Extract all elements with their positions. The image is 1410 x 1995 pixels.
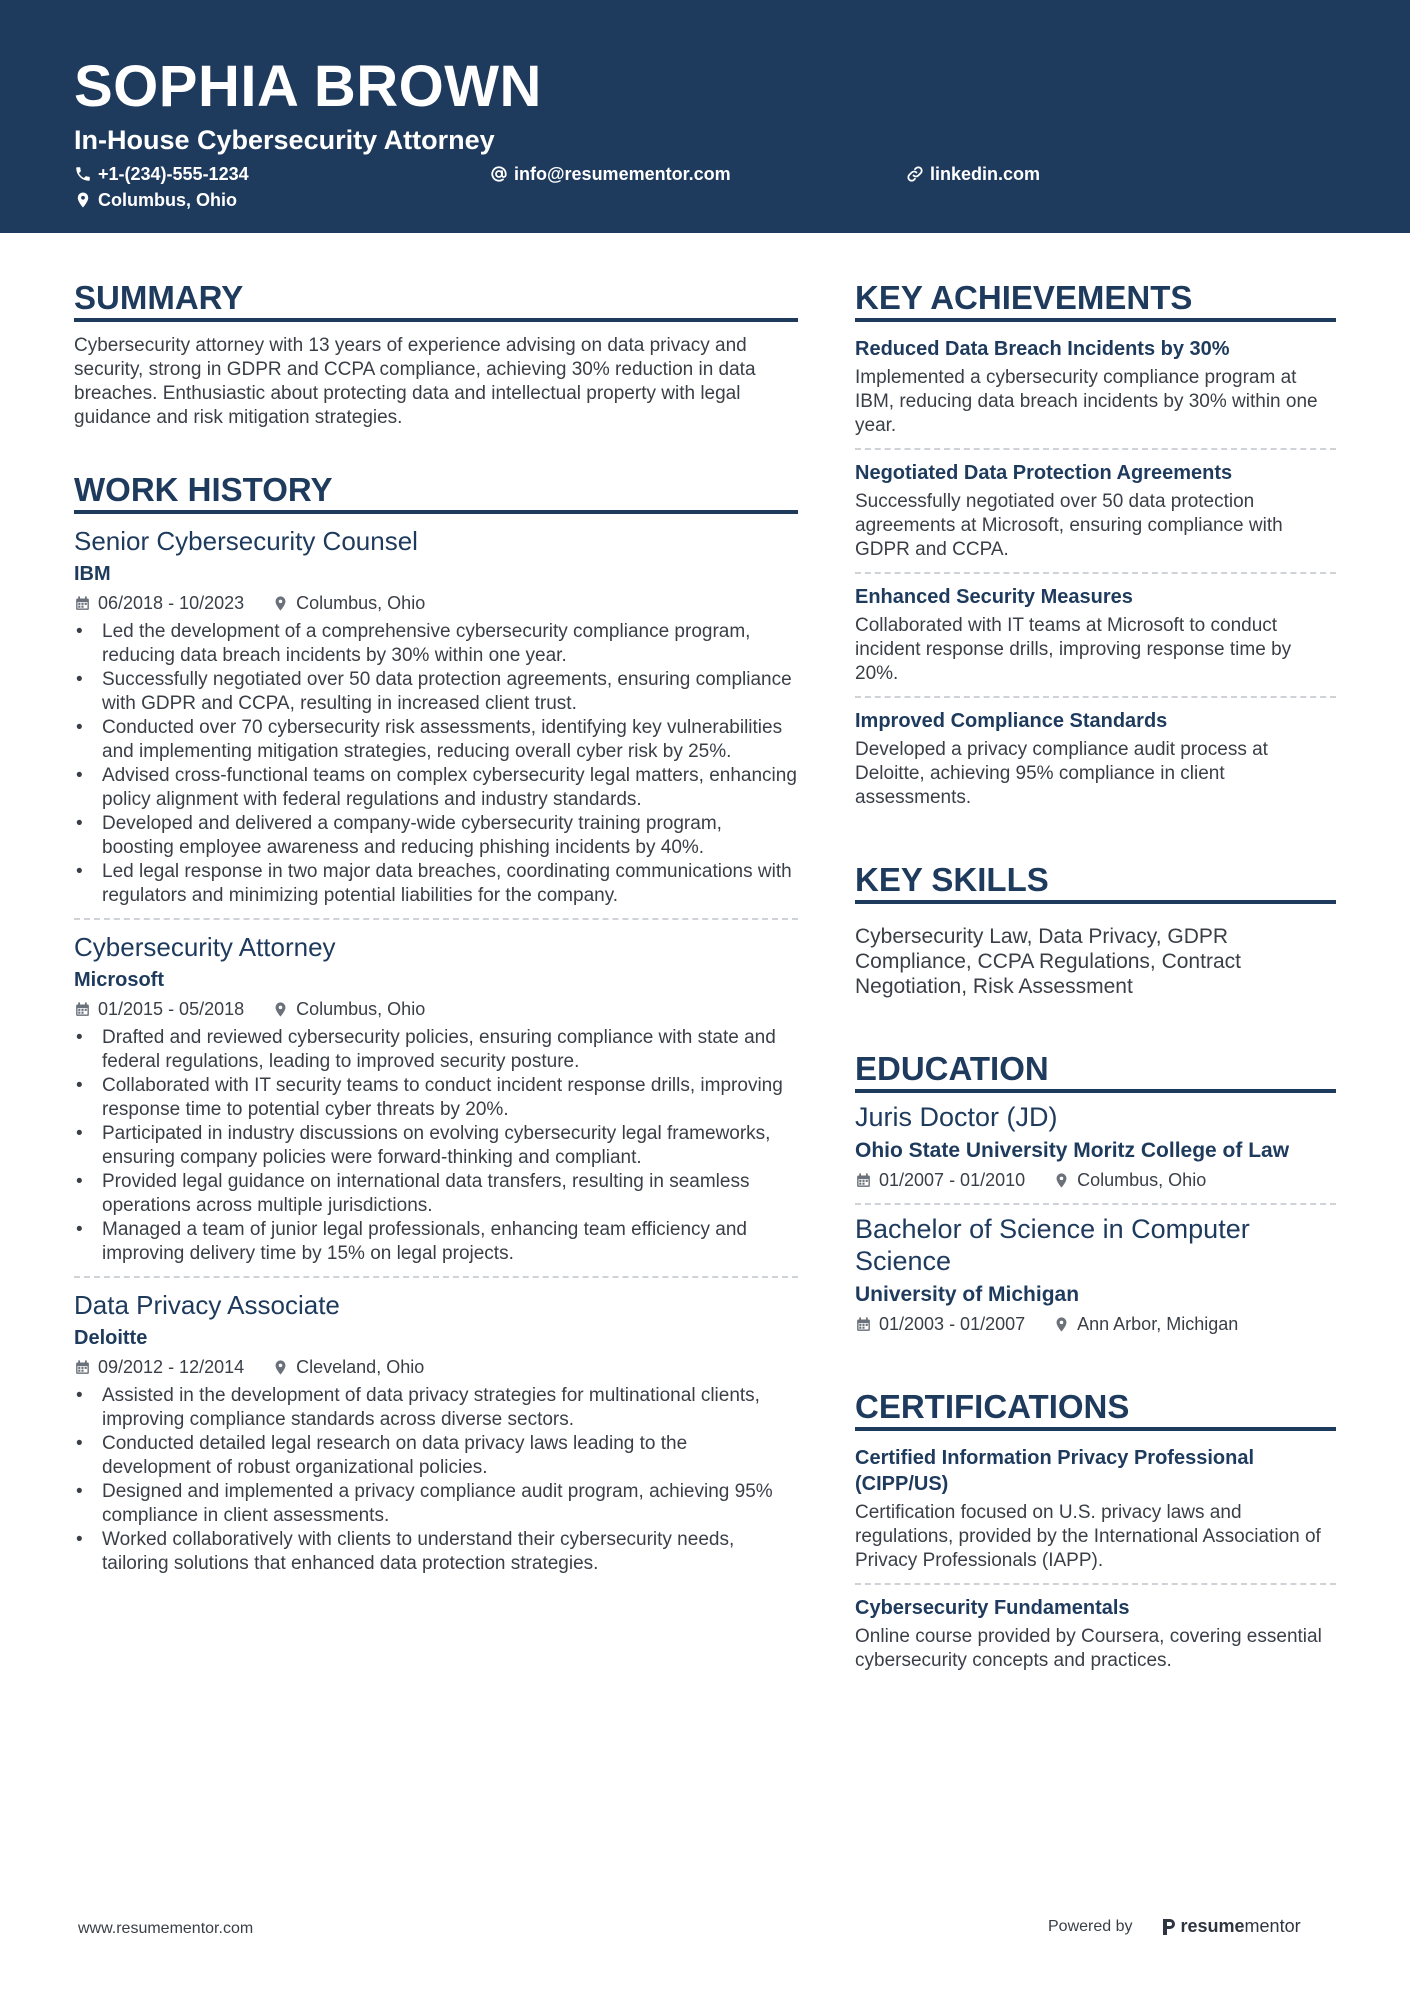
achievements-heading: KEY ACHIEVEMENTS — [855, 278, 1336, 322]
job-company: IBM — [74, 563, 111, 585]
work-history-heading: WORK HISTORY — [74, 470, 798, 514]
logo-text-mentor: mentor — [1244, 1916, 1301, 1936]
job-title: Cybersecurity Attorney — [74, 932, 336, 962]
job-bullet: • Developed and delivered a company-wide cybersecurity training program, boosting employee awareness and reducing phishing incidents by 40%. — [74, 812, 798, 860]
education-item — [855, 1093, 1336, 1205]
job-bullet: • Designed and implemented a privacy compliance audit program, achieving 95% compliance in client assessments. — [74, 1480, 798, 1528]
calendar-icon — [855, 1316, 872, 1333]
achievement-item — [855, 698, 1336, 820]
job-bullet: • Participated in industry discussions on evolving cybersecurity legal frameworks, ensuring company policies were forward-thinking and compliant. — [74, 1122, 798, 1170]
education-location: Columbus, Ohio — [1077, 1170, 1207, 1190]
skills-text: Cybersecurity Law, Data Privacy, GDPR Compliance, CCPA Regulations, Contract Negotiation, Risk Assessment — [855, 925, 1241, 998]
job-location: Columbus, Ohio — [296, 999, 426, 1019]
job-entry — [74, 920, 798, 1278]
at-icon — [490, 165, 508, 183]
achievement-item — [855, 574, 1336, 698]
education-item — [855, 1205, 1336, 1347]
achievement-title: Enhanced Security Measures — [855, 586, 1133, 608]
job-entry — [74, 514, 798, 920]
certification-desc: Certification focused on U.S. privacy laws and regulations, provided by the International Association of Privacy Professionals (IAPP). — [855, 1502, 1321, 1571]
location-pin-icon — [272, 595, 289, 612]
education-meta — [855, 1167, 1336, 1193]
summary-text: Cybersecurity attorney with 13 years of experience advising on data privacy and security, strong in GDPR and CCPA compliance, achieving 30% reduction in data breaches. Enthusiastic about protecting data and intellectual property with legal guidance and risk mitigation strategies. — [74, 335, 756, 428]
job-dates: 09/2012 - 12/2014 — [98, 1357, 245, 1377]
education-degree: Juris Doctor (JD) — [855, 1102, 1058, 1132]
linkedin-text: linkedin.com — [930, 164, 1041, 184]
job-bullet: • Successfully negotiated over 50 data protection agreements, ensuring compliance with GDPR and CCPA, resulting in increased client trust. — [74, 668, 798, 716]
logo-text-resume: resume — [1180, 1916, 1245, 1936]
calendar-icon — [74, 1001, 91, 1018]
achievement-desc: Collaborated with IT teams at Microsoft to conduct incident response drills, improving response time by 20%. — [855, 615, 1292, 684]
email-text: info@resumementor.com — [514, 164, 731, 184]
contact-location — [74, 191, 237, 209]
certifications-heading: CERTIFICATIONS — [855, 1387, 1336, 1431]
achievement-title: Negotiated Data Protection Agreements — [855, 462, 1233, 484]
achievement-title: Reduced Data Breach Incidents by 30% — [855, 338, 1230, 360]
location-pin-icon — [1053, 1172, 1070, 1189]
skills-section — [855, 860, 1336, 999]
phone-icon — [74, 165, 92, 183]
job-bullet: • Collaborated with IT security teams to conduct incident response drills, improving response time to potential cyber threats by 20%. — [74, 1074, 798, 1122]
location-pin-icon — [74, 191, 92, 209]
summary-section — [74, 278, 798, 430]
job-title: Data Privacy Associate — [74, 1290, 340, 1320]
location-text: Columbus, Ohio — [98, 190, 237, 210]
location-pin-icon — [272, 1359, 289, 1376]
footer-website[interactable]: www.resumementor.com — [78, 1920, 254, 1937]
contact-phone[interactable] — [74, 165, 249, 183]
resume-header — [0, 0, 1410, 233]
job-location: Cleveland, Ohio — [296, 1357, 425, 1377]
job-dates: 01/2015 - 05/2018 — [98, 999, 245, 1019]
education-heading: EDUCATION — [855, 1049, 1336, 1093]
location-pin-icon — [272, 1001, 289, 1018]
job-bullet: • Managed a team of junior legal professionals, enhancing team efficiency and improving delivery time by 15% on legal projects. — [74, 1218, 798, 1266]
achievement-desc: Developed a privacy compliance audit process at Deloitte, achieving 95% compliance in client assessments. — [855, 739, 1268, 808]
job-company: Microsoft — [74, 969, 164, 991]
calendar-icon — [855, 1172, 872, 1189]
job-bullet: • Led legal response in two major data breaches, coordinating communications with regulators and minimizing potential liabilities for the company. — [74, 860, 798, 908]
phone-text: +1-(234)-555-1234 — [98, 164, 249, 184]
left-column — [74, 278, 798, 1620]
education-school: University of Michigan — [855, 1283, 1080, 1306]
job-bullet: • Advised cross-functional teams on complex cybersecurity legal matters, enhancing policy alignment with federal regulations and industry standards. — [74, 764, 798, 812]
resumementor-logo[interactable] — [1161, 1916, 1301, 1937]
job-bullet: • Led the development of a comprehensive cybersecurity compliance program, reducing data breach incidents by 30% within one year. — [74, 620, 798, 668]
job-meta — [74, 996, 798, 1022]
achievement-item — [855, 326, 1336, 450]
job-bullet: • Conducted over 70 cybersecurity risk assessments, identifying key vulnerabilities and implementing mitigation strategies, reducing overall cyber risk by 25%. — [74, 716, 798, 764]
contact-linkedin[interactable] — [906, 165, 1040, 183]
achievement-title: Improved Compliance Standards — [855, 710, 1168, 732]
achievement-item — [855, 450, 1336, 574]
certification-title: Cybersecurity Fundamentals — [855, 1597, 1130, 1619]
powered-by-label: Powered by — [1048, 1917, 1133, 1935]
certifications-section — [855, 1387, 1336, 1683]
summary-heading: SUMMARY — [74, 278, 798, 322]
certification-item — [855, 1435, 1336, 1585]
job-entry — [74, 1278, 798, 1586]
education-location: Ann Arbor, Michigan — [1077, 1314, 1239, 1334]
job-bullet: • Conducted detailed legal research on data privacy laws leading to the development of robust organizational policies. — [74, 1432, 798, 1480]
job-bullet: • Worked collaboratively with clients to understand their cybersecurity needs, tailoring solutions that enhanced data protection strategies. — [74, 1528, 798, 1576]
education-school: Ohio State University Moritz College of Law — [855, 1139, 1290, 1162]
job-list — [74, 514, 798, 1586]
contact-email[interactable] — [490, 165, 731, 183]
job-bullet: • Assisted in the development of data privacy strategies for multinational clients, improving compliance standards across diverse sectors. — [74, 1384, 798, 1432]
achievements-section — [855, 278, 1336, 820]
link-icon — [906, 165, 924, 183]
skills-heading: KEY SKILLS — [855, 860, 1336, 904]
job-title: Senior Cybersecurity Counsel — [74, 526, 418, 556]
job-bullet: • Provided legal guidance on international data transfers, resulting in seamless operations across multiple jurisdictions. — [74, 1170, 798, 1218]
right-column — [855, 278, 1336, 1717]
job-bullets — [74, 1384, 798, 1576]
job-company: Deloitte — [74, 1327, 148, 1349]
achievement-desc: Implemented a cybersecurity compliance program at IBM, reducing data breach incidents by 30% within one year. — [855, 367, 1318, 436]
job-location: Columbus, Ohio — [296, 593, 426, 613]
job-meta — [74, 1354, 798, 1380]
calendar-icon — [74, 1359, 91, 1376]
education-dates: 01/2003 - 01/2007 — [879, 1314, 1026, 1334]
candidate-title: In-House Cybersecurity Attorney — [74, 125, 495, 155]
certification-title: Certified Information Privacy Professional (CIPP/US) — [855, 1447, 1254, 1495]
certification-item — [855, 1585, 1336, 1683]
education-degree: Bachelor of Science in Computer Science — [855, 1214, 1250, 1276]
job-dates: 06/2018 - 10/2023 — [98, 593, 245, 613]
work-history-section — [74, 470, 798, 1586]
calendar-icon — [74, 595, 91, 612]
job-bullets — [74, 620, 798, 908]
logo-mark-icon — [1161, 1917, 1177, 1937]
education-meta — [855, 1311, 1336, 1337]
candidate-name: SOPHIA BROWN — [74, 54, 542, 119]
education-section — [855, 1049, 1336, 1347]
job-bullet: • Drafted and reviewed cybersecurity policies, ensuring compliance with state and federal regulations, leading to improved security posture. — [74, 1026, 798, 1074]
job-bullets — [74, 1026, 798, 1266]
location-pin-icon — [1053, 1316, 1070, 1333]
footer-branding — [1048, 1916, 1301, 1937]
education-dates: 01/2007 - 01/2010 — [879, 1170, 1026, 1190]
job-meta — [74, 590, 798, 616]
achievement-desc: Successfully negotiated over 50 data protection agreements at Microsoft, ensuring compliance with GDPR and CCPA. — [855, 491, 1283, 560]
certification-desc: Online course provided by Coursera, covering essential cybersecurity concepts and practices. — [855, 1626, 1322, 1671]
